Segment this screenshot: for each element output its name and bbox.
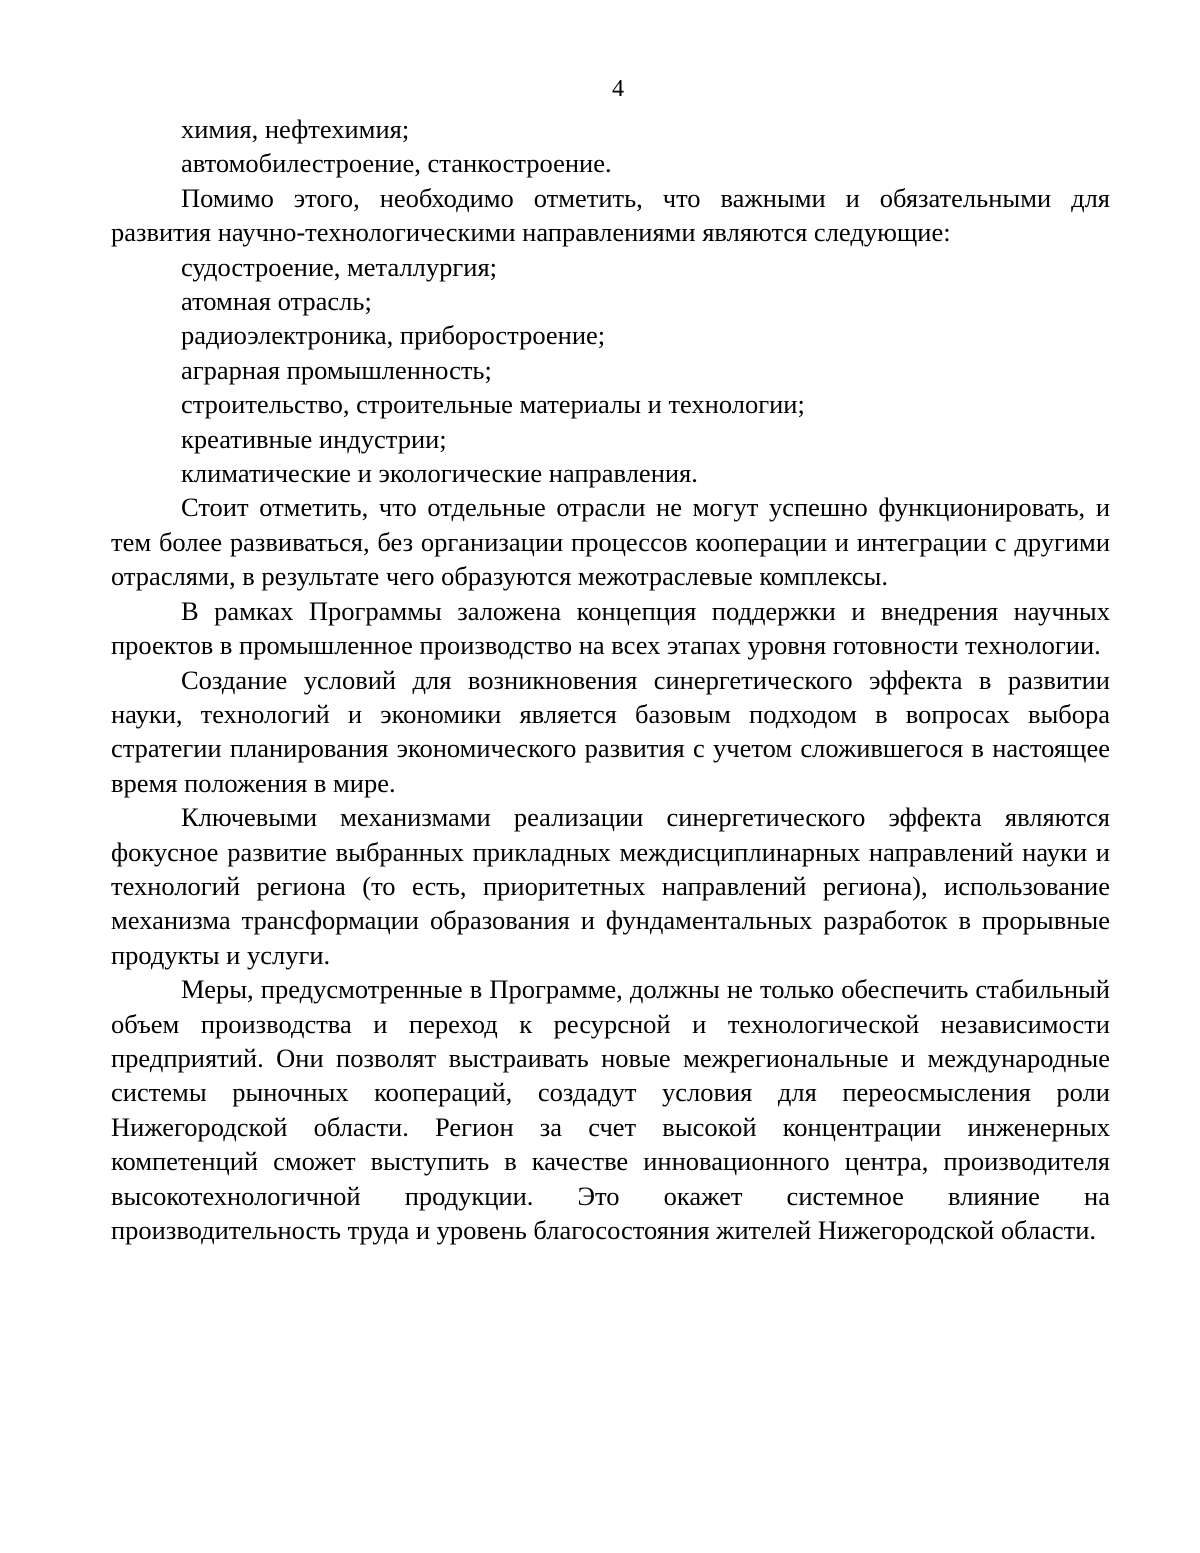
paragraph: В рамках Программы заложена концепция поддержки и внедрения научных проектов в промышленное производство на всех этапах уровня готовности технологии. <box>111 595 1110 661</box>
list-item: аграрная промышленность; <box>181 354 492 385</box>
document-body <box>111 112 1110 1247</box>
list-item: радиоэлектроника, приборостроение; <box>181 320 606 351</box>
paragraph: Помимо этого, необходимо отметить, что важными и обязательными для развития научно-технологическими направлениями являются следующие: <box>111 182 1110 248</box>
list-item: атомная отрасль; <box>181 286 372 317</box>
list-item: климатические и экологические направления. <box>181 458 698 489</box>
list-item: автомобилестроение, станкостроение. <box>181 148 612 179</box>
list-item: химия, нефтехимия; <box>181 114 410 144</box>
paragraph: Ключевыми механизмами реализации синергетического эффекта являются фокусное развитие выбранных прикладных междисциплинарных направлений науки и технологий региона (то есть, приоритетных направлений региона), использование механизма трансформации образования и фундаментальных разработок в прорывные продукты и услуги. <box>111 802 1110 970</box>
page-number: 4 <box>612 76 624 102</box>
list-item: креативные индустрии; <box>181 423 447 454</box>
paragraph: Стоит отметить, что отдельные отрасли не могут успешно функционировать, и тем более развиваться, без организации процессов кооперации и интеграции с другими отраслями, в результате чего образуются межотраслевые комплексы. <box>111 492 1110 592</box>
list-item: судостроение, металлургия; <box>181 251 497 282</box>
list-item: строительство, строительные материалы и технологии; <box>181 389 805 420</box>
paragraph: Создание условий для возникновения синергетического эффекта в развитии науки, технологий и экономики является базовым подходом в вопросах выбора стратегии планирования экономического развития с учетом сложившегося в настоящее время положения в мире. <box>111 664 1110 798</box>
paragraph: Меры, предусмотренные в Программе, должны не только обеспечить стабильный объем производства и переход к ресурсной и технологической независимости предприятий. Они позволят выстраивать новые межрегиональные и международные системы рыночных коопераций, создадут условия для переосмысления роли Нижегородской области. Регион за счет высокой концентрации инженерных компетенций сможет выступить в качестве инновационного центра, производителя высокотехнологичной продукции. Это окажет системное влияние на производительность труда и уровень благосостояния жителей Нижегородской области. <box>111 974 1110 1245</box>
